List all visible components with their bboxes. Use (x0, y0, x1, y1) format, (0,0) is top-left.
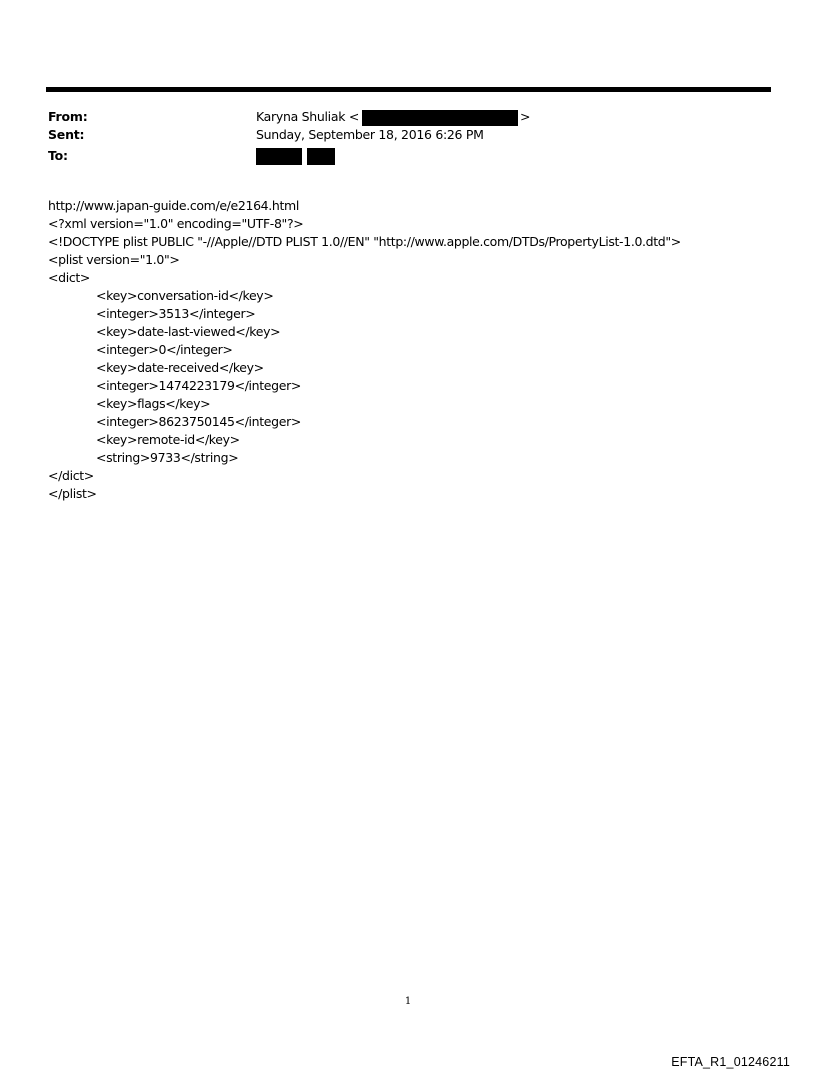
body-line: <integer>0</integer> (96, 342, 233, 357)
sent-row (48, 126, 748, 144)
to-label: To: (48, 148, 68, 163)
header-rule (46, 87, 771, 92)
page-number: 1 (404, 996, 412, 1007)
body-line: <integer>8623750145</integer> (96, 414, 301, 429)
from-label: From: (48, 109, 88, 124)
redacted-recipient-1 (256, 148, 302, 165)
from-row (48, 108, 748, 126)
body-line: <string>9733</string> (96, 450, 239, 465)
body-line: <integer>1474223179</integer> (96, 378, 301, 393)
body-line: </plist> (48, 486, 97, 501)
from-name: Karyna Shuliak < (256, 109, 360, 124)
from-value (256, 108, 530, 126)
email-header (48, 108, 748, 162)
body-line: <!DOCTYPE plist PUBLIC "-//Apple//DTD PLIST 1.0//EN" "http://www.apple.com/DTDs/PropertyList-1.0.dtd"> (48, 234, 681, 249)
bates-number: EFTA_R1_01246211 (671, 1055, 790, 1069)
body-line: <plist version="1.0"> (48, 252, 180, 267)
body-line: <dict> (48, 270, 91, 285)
body-line: <key>flags</key> (96, 396, 211, 411)
body-url-line[interactable]: http://www.japan-guide.com/e/e2164.html (48, 198, 299, 213)
body-line: <key>conversation-id</key> (96, 288, 274, 303)
to-row (48, 147, 748, 165)
from-close: > (520, 109, 531, 124)
body-line: <?xml version="1.0" encoding="UTF-8"?> (48, 216, 304, 231)
to-value (256, 147, 335, 165)
sent-value: Sunday, September 18, 2016 6:26 PM (256, 127, 484, 142)
redacted-recipient-2 (307, 148, 335, 165)
body-line: </dict> (48, 468, 94, 483)
body-line: <integer>3513</integer> (96, 306, 256, 321)
email-body (48, 197, 788, 503)
sent-label: Sent: (48, 127, 85, 142)
redacted-email (362, 110, 518, 126)
body-line: <key>date-last-viewed</key> (96, 324, 281, 339)
body-line: <key>remote-id</key> (96, 432, 240, 447)
body-line: <key>date-received</key> (96, 360, 264, 375)
